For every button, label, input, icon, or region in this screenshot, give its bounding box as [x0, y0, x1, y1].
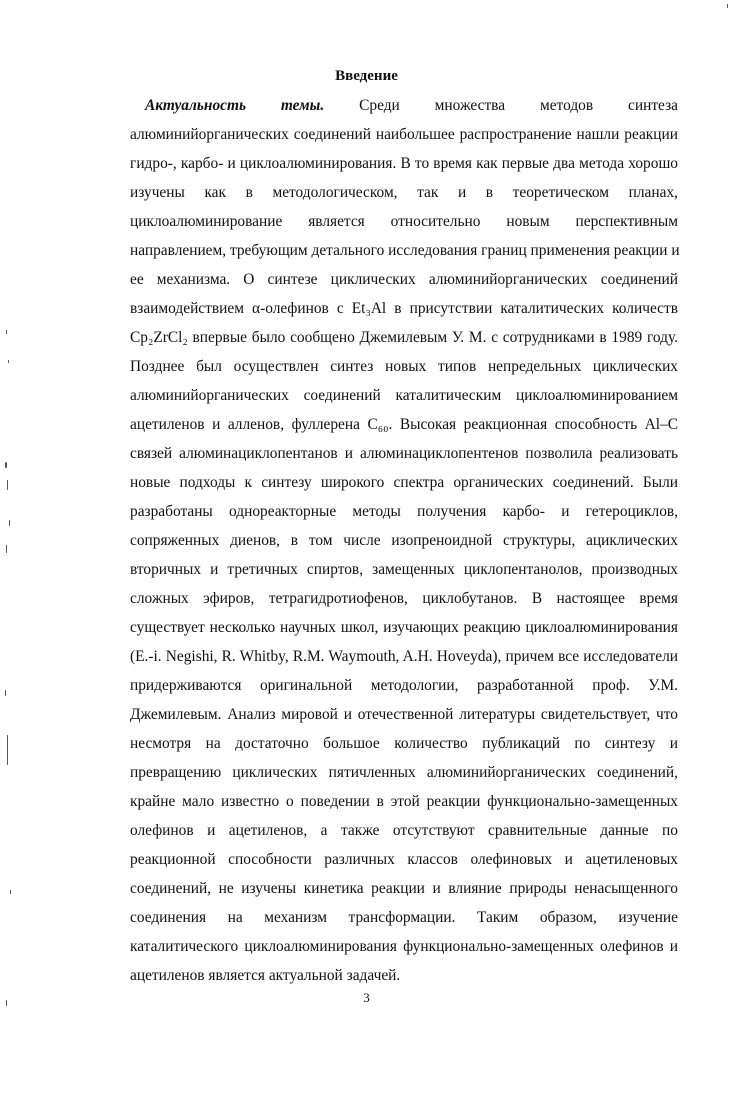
paragraph-line: Джемилевым. Анализ мировой и отечественной литературы свидетельствует, что: [130, 706, 678, 723]
paragraph-line: разработаны однореакторные методы получения карбо- и гетероциклов,: [130, 503, 678, 520]
paragraph-line: сложных эфиров, тетрагидротиофенов, циклобутанов. В настоящее время: [130, 590, 678, 607]
paragraph-last-line: ацетиленов является актуальной задачей.: [130, 967, 401, 984]
paragraph-line: алюминийорганических соединений наибольшее распространение нашли реакции: [130, 126, 678, 143]
lead-phrase: Актуальность темы.: [145, 97, 325, 114]
paragraph-line: соединения на механизм трансформации. Таким образом, изучение: [130, 909, 678, 926]
paragraph-line: вторичных и третичных спиртов, замещенных циклопентанолов, производных: [130, 561, 678, 578]
first-line-text: Среди множества методов синтеза: [359, 97, 678, 114]
paragraph-line: новые подходы к синтезу широкого спектра органических соединений. Были: [130, 474, 678, 491]
scan-speck: [727, 4, 728, 8]
scan-speck: [7, 735, 8, 765]
paragraph-line: ее механизма. О синтезе циклических алюминийорганических соединений: [130, 271, 678, 288]
paragraph-first-line: [145, 96, 678, 116]
paragraph-line: Cp₂ZrCl₂ впервые было сообщено Джемилевым У. М. с сотрудниками в 1989 году.: [130, 329, 678, 346]
paragraph-line: сопряженных диенов, в том числе изопреноидной структуры, ациклических: [130, 532, 678, 549]
scan-speck: [7, 480, 8, 490]
paragraph-line: реакционной способности различных классов олефиновых и ацетиленовых: [130, 851, 678, 868]
paragraph-line: придерживаются оригинальной методологии, разработанной проф. У.М.: [130, 677, 678, 694]
paragraph-line: олефинов и ацетиленов, а также отсутствуют сравнительные данные по: [130, 822, 678, 839]
paragraph-line: каталитического циклоалюминирования функционально-замещенных олефинов и: [130, 938, 678, 955]
paragraph-line: изучены как в методологическом, так и в теоретическом планах,: [130, 184, 678, 201]
paragraph-line: (E.-i. Negishi, R. Whitby, R.M. Waymouth, A.H. Hoveyda), причем все исследователи: [130, 648, 678, 665]
paragraph-line: соединений, не изучены кинетика реакции и влияние природы ненасыщенного: [130, 880, 678, 897]
paragraph-line: Позднее был осуществлен синтез новых типов непредельных циклических: [130, 358, 678, 375]
paragraph-line: связей алюминациклопентанов и алюминациклопентенов позволила реализовать: [130, 445, 678, 462]
scan-speck: [5, 462, 7, 468]
scan-speck: [6, 1000, 7, 1006]
paragraph-line: циклоалюминирование является относительно новым перспективным: [130, 213, 678, 230]
paragraph-line: существует несколько научных школ, изучающих реакцию циклоалюминирования: [130, 619, 678, 636]
scan-speck: [6, 545, 7, 553]
scan-speck: [6, 330, 7, 334]
paragraph-line: взаимодействием α-олефинов с Et₃Al в присутствии каталитических количеств: [130, 300, 678, 317]
paragraph-line: гидро-, карбо- и циклоалюминирования. В то время как первые два метода хорошо: [130, 155, 678, 172]
paragraph-line: алюминийорганических соединений каталитическим циклоалюминированием: [130, 387, 678, 404]
scan-speck: [5, 690, 6, 696]
scan-speck: [10, 890, 11, 894]
section-heading: Введение: [335, 68, 398, 84]
paragraph-line: ацетиленов и алленов, фуллерена C₆₀. Высокая реакционная способность Al–C: [130, 416, 678, 433]
page-number: 3: [363, 990, 370, 1005]
paragraph-line: направлением, требующим детального исследования границ применения реакции и: [130, 242, 680, 259]
paragraph-line: несмотря на достаточно большое количество публикаций по синтезу и: [130, 735, 678, 752]
scan-speck: [8, 360, 9, 363]
paragraph-line: крайне мало известно о поведении в этой реакции функционально-замещенных: [130, 793, 678, 810]
scan-speck: [9, 520, 10, 526]
paragraph-line: превращению циклических пятичленных алюминийорганических соединений,: [130, 764, 678, 781]
